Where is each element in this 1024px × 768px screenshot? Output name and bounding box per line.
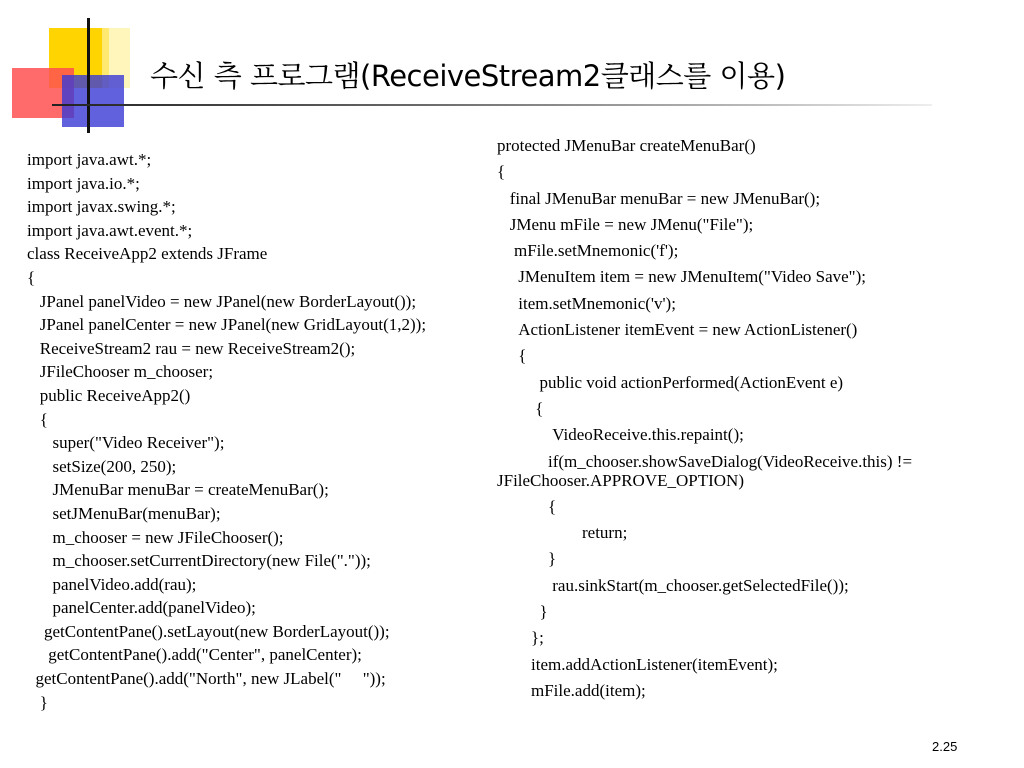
code-line: final JMenuBar menuBar = new JMenuBar(); bbox=[497, 188, 821, 208]
code-line: m_chooser.setCurrentDirectory(new File(".")); bbox=[27, 551, 371, 571]
decor-vertical-line bbox=[87, 18, 90, 133]
code-line: { bbox=[497, 346, 527, 366]
code-line: item.setMnemonic('v'); bbox=[497, 293, 676, 313]
code-block-left bbox=[27, 150, 487, 716]
code-line: JPanel panelCenter = new JPanel(new GridLayout(1,2)); bbox=[27, 315, 427, 335]
code-line: return; bbox=[497, 523, 628, 543]
code-line: m_chooser = new JFileChooser(); bbox=[27, 527, 284, 547]
code-line: ReceiveStream2 rau = new ReceiveStream2(); bbox=[27, 338, 356, 358]
code-line: ActionListener itemEvent = new ActionListener() bbox=[497, 320, 858, 340]
code-line: setSize(200, 250); bbox=[27, 456, 177, 476]
code-line: panelCenter.add(panelVideo); bbox=[27, 598, 256, 618]
code-line: rau.sinkStart(m_chooser.getSelectedFile()); bbox=[497, 575, 849, 595]
code-line: getContentPane().setLayout(new BorderLayout()); bbox=[27, 621, 390, 641]
code-line: JMenuBar menuBar = createMenuBar(); bbox=[27, 480, 329, 500]
code-line: import java.io.*; bbox=[27, 173, 140, 193]
code-line: } bbox=[27, 692, 48, 712]
code-block-right bbox=[497, 136, 997, 707]
code-line: import java.awt.*; bbox=[27, 150, 152, 169]
code-line: getContentPane().add("Center", panelCenter); bbox=[27, 645, 362, 665]
code-line: } bbox=[497, 602, 548, 622]
slide-title: 수신 측 프로그램(ReceiveStream2클래스를 이용) bbox=[150, 59, 786, 93]
code-line: JPanel panelVideo = new JPanel(new BorderLayout()); bbox=[27, 291, 417, 311]
decor-blue-square bbox=[62, 75, 124, 127]
code-line: getContentPane().add("North", new JLabel(" ")); bbox=[27, 669, 386, 689]
code-line: item.addActionListener(itemEvent); bbox=[497, 654, 778, 674]
code-line: class ReceiveApp2 extends JFrame bbox=[27, 244, 268, 264]
code-line: { bbox=[497, 162, 506, 182]
code-line: panelVideo.add(rau); bbox=[27, 574, 197, 594]
code-line: mFile.setMnemonic('f'); bbox=[497, 241, 679, 261]
code-line: }; bbox=[497, 628, 544, 648]
code-line: import javax.swing.*; bbox=[27, 197, 176, 217]
code-line: protected JMenuBar createMenuBar() bbox=[497, 136, 756, 155]
code-line: { bbox=[497, 496, 557, 516]
code-line: { bbox=[27, 267, 36, 287]
code-line: if(m_chooser.showSaveDialog(VideoReceive.this) != JFileChooser.APPROVE_OPTION) bbox=[497, 451, 917, 490]
code-line: public void actionPerformed(ActionEvent e) bbox=[497, 372, 844, 392]
code-line: { bbox=[27, 409, 48, 429]
title-underline bbox=[52, 104, 932, 106]
code-line: { bbox=[497, 398, 544, 418]
code-line: mFile.add(item); bbox=[497, 680, 646, 700]
page-number: 2.25 bbox=[932, 739, 958, 754]
code-line: VideoReceive.this.repaint(); bbox=[497, 425, 744, 445]
code-line: setJMenuBar(menuBar); bbox=[27, 503, 221, 523]
code-line: import java.awt.event.*; bbox=[27, 220, 193, 240]
code-line: public ReceiveApp2() bbox=[27, 385, 191, 405]
code-line: JFileChooser m_chooser; bbox=[27, 362, 214, 382]
code-line: JMenuItem item = new JMenuItem("Video Save"); bbox=[497, 267, 866, 287]
code-line: super("Video Receiver"); bbox=[27, 433, 225, 453]
code-line: } bbox=[497, 549, 557, 569]
code-line: JMenu mFile = new JMenu("File"); bbox=[497, 214, 754, 234]
